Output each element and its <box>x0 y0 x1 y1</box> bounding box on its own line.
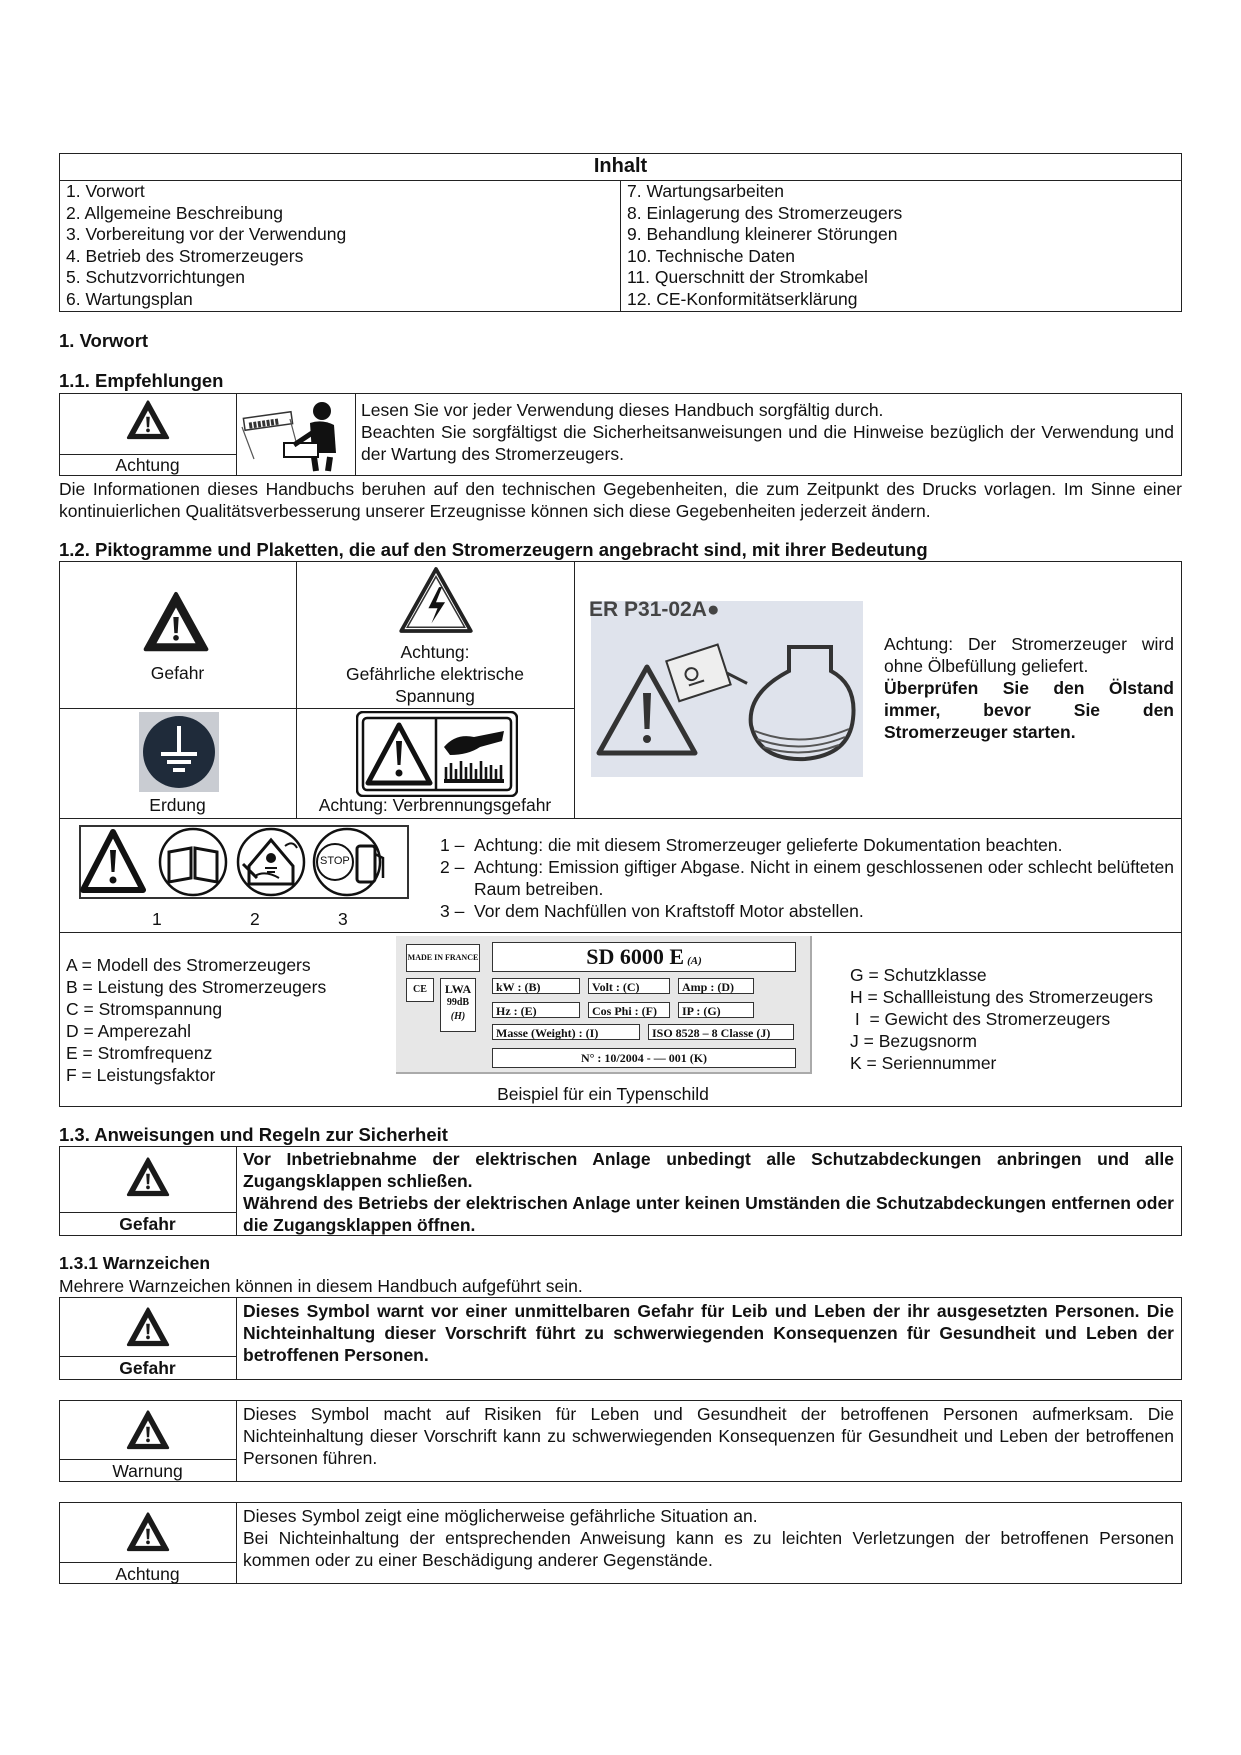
toc-title: Inhalt <box>593 155 648 177</box>
achtung-label: Achtung <box>115 1564 180 1584</box>
plate-mass: Masse (Weight) : (I) <box>492 1024 640 1040</box>
toc-item[interactable]: 1. Vorwort <box>66 181 145 201</box>
section-heading-vorwort: 1. Vorwort <box>59 330 149 351</box>
warnzeichen-intro: Mehrere Warnzeichen können in diesem Handbuch aufgeführt sein. <box>59 1276 583 1296</box>
toc-item[interactable]: 6. Wartungsplan <box>66 288 193 309</box>
plate-volt: Volt : (C) <box>588 978 670 994</box>
recommendation-text-2: Beachten Sie sorgfältigst die Sicherheitsanweisungen und die Hinweise bezüglich der Verwendung und der Wartung des Stromerzeugers. <box>361 422 1174 464</box>
earth-ground-icon <box>139 712 219 792</box>
section-heading-sicherheit: 1.3. Anweisungen und Regeln zur Sicherheit <box>59 1124 448 1145</box>
toc-right-column <box>627 181 1177 311</box>
pictogram-item-3-text: Vor dem Nachfüllen von Kraftstoff Motor abstellen. <box>474 901 864 921</box>
plate-cosphi: Cos Phi : (F) <box>588 1002 670 1018</box>
legend-item: I = Gewicht des Stromerzeugers <box>850 1009 1111 1029</box>
toc-item[interactable]: 7. Wartungsarbeiten <box>627 181 784 201</box>
legend-item: E = Stromfrequenz <box>66 1043 213 1063</box>
read-manual-person-icon <box>240 397 352 473</box>
warnung-description: Dieses Symbol macht auf Risiken für Leben und Gesundheit der betroffenen Personen aufmerksam. Die Nichteinhaltung dieser Vorschrift kann zu schwerwiegenden Konsequenzen für Gesundheit und Leben der betroffenen Personen führen. <box>243 1404 1174 1468</box>
gefahr-description: Dieses Symbol warnt vor einer unmittelbaren Gefahr für Leib und Leben der ihr ausgesetzten Personen. Die Nichteinhaltung dieser Vorschrift führt zu schwerwiegenden Konsequenzen für Gesundheit und Leben der betroffenen Personen. <box>243 1301 1174 1365</box>
gefahr-label: Gefahr <box>150 663 205 683</box>
plate-iso: ISO 8528 – 8 Classe (J) <box>648 1024 794 1040</box>
toc-item[interactable]: 9. Behandlung kleinerer Störungen <box>627 224 898 245</box>
gefahr-label: Gefahr <box>119 1358 176 1378</box>
voltage-label-2: Gefährliche elektrische <box>346 664 524 684</box>
toc-item[interactable]: 8. Einlagerung des Stromerzeugers <box>627 202 903 223</box>
achtung-description-2: Bei Nichteinhaltung der entsprechenden Anweisung kann es zu leichten Verletzungen der betroffenen Personen kommen oder zu einer Beschädigung anderer Gegenstände. <box>243 1528 1174 1570</box>
achtung-description-1: Dieses Symbol zeigt eine möglicherweise gefährliche Situation an. <box>243 1506 758 1526</box>
oil-text-1: Achtung: Der Stromerzeuger wird ohne Ölbefüllung geliefert. <box>884 634 1174 676</box>
pictogram-item-1-text: Achtung: die mit diesem Stromerzeuger gelieferte Dokumentation beachten. <box>474 835 1063 855</box>
toc-item[interactable]: 12. CE-Konformitätserklärung <box>627 288 858 309</box>
plate-serial: N° : 10/2004 - — 001 (K) <box>492 1048 796 1068</box>
recommendation-text-1: Lesen Sie vor jeder Verwendung dieses Handbuch sorgfältig durch. <box>361 400 884 420</box>
plate-amp: Amp : (D) <box>678 978 754 994</box>
legend-item: C = Stromspannung <box>66 999 223 1019</box>
voltage-label-1: Achtung: <box>400 642 470 662</box>
plate-legend-left <box>66 954 326 1086</box>
legend-item: G = Schutzklasse <box>850 965 987 985</box>
section-heading-piktogramme: 1.2. Piktogramme und Plaketten, die auf den Stromerzeugern angebracht sind, mit ihrer Bedeutung <box>59 539 928 560</box>
legend-item: H = Schallleistung des Stromerzeugers <box>850 987 1153 1007</box>
plate-legend-right <box>850 964 1153 1074</box>
toc-item[interactable]: 4. Betrieb des Stromerzeugers <box>66 245 304 266</box>
safety-rule-2: Während des Betriebs der elektrischen Anlage unter keinen Umständen die Schutzabdeckungen entfernen oder die Zugangsklappen öffnen. <box>243 1193 1174 1235</box>
toc-item[interactable]: 5. Schutzvorrichtungen <box>66 267 245 288</box>
plate-ce: CE <box>406 978 434 1002</box>
pictogram-number-2: 2 <box>250 909 260 929</box>
legend-item: A = Modell des Stromerzeugers <box>66 955 311 975</box>
erdung-label: Erdung <box>149 795 206 815</box>
plate-ip: IP : (G) <box>678 1002 754 1018</box>
plate-model-code: (A) <box>687 955 702 967</box>
pictogram-item-2-text: Achtung: Emission giftiger Abgase. Nicht in einem geschlossenen oder schlecht belüfteten Raum betreiben. <box>474 857 1174 899</box>
burn-label: Achtung: Verbrennungsgefahr <box>318 795 552 815</box>
plate-model: SD 6000 E <box>586 944 685 969</box>
legend-item: J = Bezugsnorm <box>850 1031 977 1051</box>
warnung-label: Warnung <box>112 1461 183 1481</box>
plate-lwa-value: 99dB <box>446 997 470 1008</box>
legend-item: K = Seriennummer <box>850 1053 997 1073</box>
svg-text:▮▮▮▮▮▮▮: ▮▮▮▮▮▮▮ <box>247 416 280 430</box>
legend-item: D = Amperezahl <box>66 1021 191 1041</box>
plate-model-box <box>492 942 796 972</box>
oil-sticker-code: ER P31-02A● <box>589 598 720 621</box>
toc-item[interactable]: 2. Allgemeine Beschreibung <box>66 202 283 223</box>
pictogram-item-2-num: 2 – <box>440 857 465 877</box>
toc-item[interactable]: 3. Vorbereitung vor der Verwendung <box>66 224 347 245</box>
burn-hazard-icon <box>356 711 518 797</box>
achtung-label: Achtung <box>115 455 180 475</box>
electric-voltage-icon <box>398 566 474 634</box>
plate-lwa-box <box>440 978 476 1032</box>
info-paragraph: Die Informationen dieses Handbuchs beruhen auf den technischen Gegebenheiten, die zum Zeitpunkt des Drucks vorlagen. Im Sinne einer kontinuierlichen Qualitätsverbesserung unserer Erzeugnisse können sich diese Gegebenheiten jederzeit ändern. <box>59 479 1182 521</box>
plate-kw: kW : (B) <box>492 978 580 994</box>
oil-warning-sticker <box>591 601 863 777</box>
pictogram-item-1-num: 1 – <box>440 835 465 855</box>
toc-left-column <box>66 181 616 311</box>
toc-item[interactable]: 10. Technische Daten <box>627 245 795 266</box>
warning-triangle-icon <box>126 1510 170 1554</box>
section-heading-empfehlungen: 1.1. Empfehlungen <box>59 370 224 391</box>
danger-triangle-icon <box>142 590 210 654</box>
gefahr-label: Gefahr <box>119 1214 176 1234</box>
warning-triangle-icon <box>126 1408 170 1452</box>
oil-text-2: Überprüfen Sie den Ölstand immer, bevor Sie den Stromerzeuger starten. <box>884 678 1174 742</box>
plate-lwa-code: (H) <box>450 1011 466 1022</box>
toc-item[interactable]: 11. Querschnitt der Stromkabel <box>627 267 868 288</box>
warning-triangle-icon <box>126 1155 170 1199</box>
legend-item: B = Leistung des Stromerzeugers <box>66 977 327 997</box>
plate-hz: Hz : (E) <box>492 1002 580 1018</box>
warning-triangle-icon <box>126 1305 170 1349</box>
pictogram-item-3-num: 3 – <box>440 901 465 921</box>
safety-pictogram-strip <box>79 824 409 900</box>
pictogram-number-3: 3 <box>338 909 348 929</box>
stop-label: STOP <box>320 855 350 867</box>
plate-lwa: LWA <box>444 982 472 996</box>
legend-item: F = Leistungsfaktor <box>66 1065 216 1085</box>
type-plate-caption: Beispiel für ein Typenschild <box>497 1084 709 1104</box>
warning-triangle-icon <box>126 398 170 442</box>
voltage-label-3: Spannung <box>395 686 475 706</box>
safety-rule-1: Vor Inbetriebnahme der elektrischen Anlage unbedingt alle Schutzabdeckungen anbringen und alle Zugangsklappen schließen. <box>243 1149 1174 1191</box>
section-heading-warnzeichen: 1.3.1 Warnzeichen <box>59 1253 211 1273</box>
plate-made-in: MADE IN FRANCE <box>406 944 480 972</box>
type-plate <box>396 936 812 1074</box>
pictogram-number-1: 1 <box>152 909 162 929</box>
